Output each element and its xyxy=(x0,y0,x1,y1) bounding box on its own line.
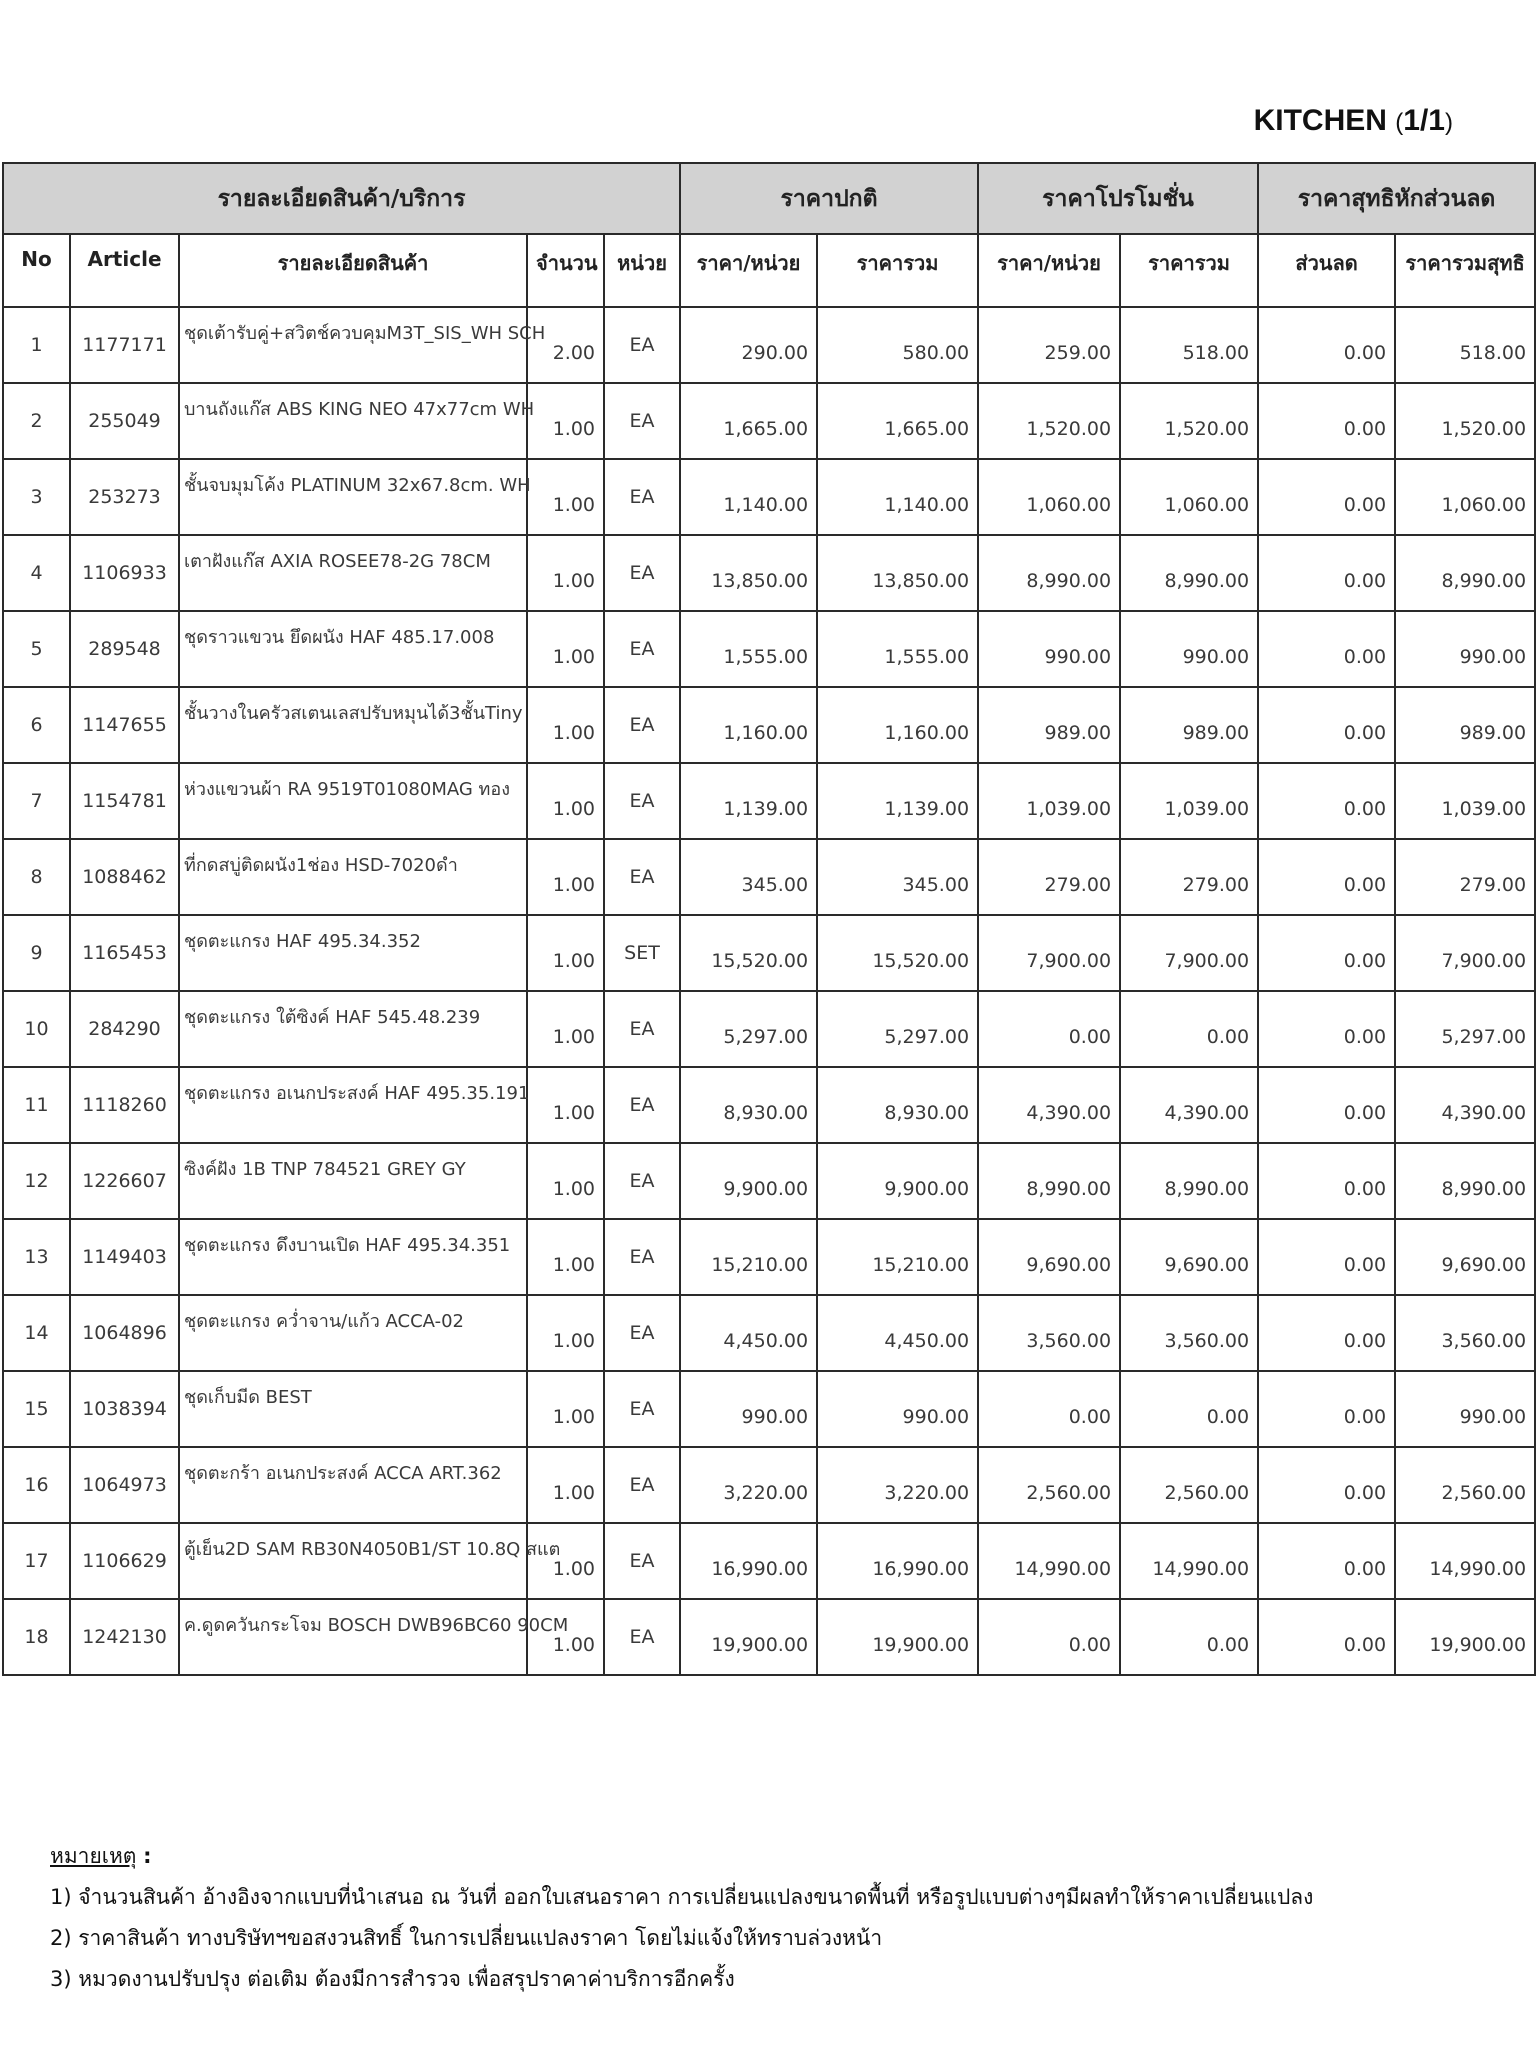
col-regular-unit-price-cell: 4,450.00 xyxy=(680,1295,817,1371)
note-line-2: 2) ราคาสินค้า ทางบริษัทฯขอสงวนสิทธิ์ ในการเปลี่ยนแปลงราคา โดยไม่แจ้งให้ทราบล่วงหน้า xyxy=(50,1926,883,1950)
col-regular-total-cell: 19,900.00 xyxy=(817,1599,978,1675)
col-discount-cell: 0.00 xyxy=(1258,1219,1395,1295)
col-no-cell: 2 xyxy=(3,383,70,459)
col-promo-unit-price-cell: 0.00 xyxy=(978,1599,1120,1675)
col-regular-total-cell: 1,665.00 xyxy=(817,383,978,459)
col-promo-unit-price-cell: 0.00 xyxy=(978,991,1120,1067)
col-quantity-cell: 1.00 xyxy=(527,1371,604,1447)
col-unit-cell: EA xyxy=(604,1219,680,1295)
col-discount-cell: 0.00 xyxy=(1258,1523,1395,1599)
col-discount-cell: 0.00 xyxy=(1258,383,1395,459)
table-row xyxy=(3,1523,1535,1599)
col-unit-cell: EA xyxy=(604,1143,680,1219)
group-header-product: รายละเอียดสินค้า/บริการ xyxy=(3,163,680,234)
col-description-cell: บานถังแก๊ส ABS KING NEO 47x77cm WH xyxy=(179,383,527,459)
col-regular-unit-price-cell: 1,665.00 xyxy=(680,383,817,459)
table-row xyxy=(3,763,1535,839)
col-description-cell: เตาฝังแก๊ส AXIA ROSEE78-2G 78CM xyxy=(179,535,527,611)
col-regular-unit-price-cell: 1,140.00 xyxy=(680,459,817,535)
col-article-cell: 1242130 xyxy=(70,1599,179,1675)
col-promo-unit-price-cell: 9,690.00 xyxy=(978,1219,1120,1295)
col-unit-cell: EA xyxy=(604,611,680,687)
col-no-cell: 15 xyxy=(3,1371,70,1447)
col-article-cell: 289548 xyxy=(70,611,179,687)
notes-colon: : xyxy=(143,1844,152,1868)
col-article-cell: 253273 xyxy=(70,459,179,535)
col-discount-cell: 0.00 xyxy=(1258,763,1395,839)
col-regular-total-cell: 5,297.00 xyxy=(817,991,978,1067)
page-title xyxy=(1254,104,1453,138)
table-body xyxy=(3,307,1535,1675)
table-row xyxy=(3,1371,1535,1447)
col-unit-cell: EA xyxy=(604,1371,680,1447)
title-paren-open: ( xyxy=(1395,109,1404,136)
col-regular-total-cell: 13,850.00 xyxy=(817,535,978,611)
page-indicator: 1/1 xyxy=(1403,104,1445,137)
col-regular-unit-price-cell: 990.00 xyxy=(680,1371,817,1447)
col-discount-cell: 0.00 xyxy=(1258,1143,1395,1219)
table-row xyxy=(3,307,1535,383)
col-description-header: รายละเอียดสินค้า xyxy=(179,234,527,307)
col-promo-unit-price-cell: 0.00 xyxy=(978,1371,1120,1447)
col-promo-unit-price-cell: 259.00 xyxy=(978,307,1120,383)
col-net-total-cell: 990.00 xyxy=(1395,1371,1535,1447)
col-no-cell: 1 xyxy=(3,307,70,383)
col-discount-cell: 0.00 xyxy=(1258,1295,1395,1371)
col-regular-total-cell: 3,220.00 xyxy=(817,1447,978,1523)
col-unit-cell: EA xyxy=(604,763,680,839)
col-quantity-cell: 1.00 xyxy=(527,459,604,535)
col-description-cell: ชุดเต้ารับคู่+สวิตช์ควบคุมM3T_SIS_WH SCH xyxy=(179,307,527,383)
col-promo-total-cell: 14,990.00 xyxy=(1120,1523,1258,1599)
col-description-cell: ชั้นวางในครัวสเตนเลสปรับหมุนได้3ชั้นTiny xyxy=(179,687,527,763)
col-quantity-cell: 2.00 xyxy=(527,307,604,383)
table-row xyxy=(3,991,1535,1067)
col-no-header: No xyxy=(3,234,70,307)
col-no-cell: 18 xyxy=(3,1599,70,1675)
col-discount-cell: 0.00 xyxy=(1258,1067,1395,1143)
col-article-cell: 1088462 xyxy=(70,839,179,915)
col-regular-total-cell: 345.00 xyxy=(817,839,978,915)
col-no-cell: 6 xyxy=(3,687,70,763)
col-article-cell: 1106933 xyxy=(70,535,179,611)
col-quantity-cell: 1.00 xyxy=(527,1523,604,1599)
col-regular-unit-price-cell: 1,160.00 xyxy=(680,687,817,763)
col-regular-unit-price-cell: 1,555.00 xyxy=(680,611,817,687)
group-header-net-price: ราคาสุทธิหักส่วนลด xyxy=(1258,163,1535,234)
col-promo-unit-price-cell: 14,990.00 xyxy=(978,1523,1120,1599)
table-row xyxy=(3,687,1535,763)
table-row xyxy=(3,1447,1535,1523)
col-quantity-cell: 1.00 xyxy=(527,1067,604,1143)
col-article-cell: 1118260 xyxy=(70,1067,179,1143)
col-description-cell: ที่กดสบู่ติดผนัง1ช่อง HSD-7020ดำ xyxy=(179,839,527,915)
col-regular-unit-price-cell: 1,139.00 xyxy=(680,763,817,839)
col-unit-cell: EA xyxy=(604,535,680,611)
col-discount-header: ส่วนลด xyxy=(1258,234,1395,307)
col-quantity-cell: 1.00 xyxy=(527,763,604,839)
notes-heading-line xyxy=(50,1836,1313,1877)
col-description-cell: ชุดตะแกรง ใต้ซิงค์ HAF 545.48.239 xyxy=(179,991,527,1067)
col-promo-total-cell: 990.00 xyxy=(1120,611,1258,687)
col-promo-unit-price-cell: 8,990.00 xyxy=(978,1143,1120,1219)
col-promo-total-cell: 0.00 xyxy=(1120,1371,1258,1447)
col-quantity-cell: 1.00 xyxy=(527,839,604,915)
col-quantity-cell: 1.00 xyxy=(527,991,604,1067)
col-description-cell: ชุดเก็บมีด BEST xyxy=(179,1371,527,1447)
col-unit-header: หน่วย xyxy=(604,234,680,307)
col-net-total-cell: 279.00 xyxy=(1395,839,1535,915)
col-quantity-cell: 1.00 xyxy=(527,915,604,991)
col-net-total-header: ราคารวมสุทธิ xyxy=(1395,234,1535,307)
col-regular-unit-price-cell: 16,990.00 xyxy=(680,1523,817,1599)
col-quantity-header: จำนวน xyxy=(527,234,604,307)
col-description-cell: ชุดตะแกรง อเนกประสงค์ HAF 495.35.191 xyxy=(179,1067,527,1143)
col-article-cell: 1149403 xyxy=(70,1219,179,1295)
col-quantity-cell: 1.00 xyxy=(527,687,604,763)
col-regular-unit-price-cell: 15,210.00 xyxy=(680,1219,817,1295)
col-regular-unit-price-cell: 345.00 xyxy=(680,839,817,915)
col-unit-cell: EA xyxy=(604,839,680,915)
col-article-cell: 255049 xyxy=(70,383,179,459)
col-no-cell: 10 xyxy=(3,991,70,1067)
col-description-cell: ชั้นจบมุมโค้ง PLATINUM 32x67.8cm. WH xyxy=(179,459,527,535)
col-promo-unit-price-cell: 1,039.00 xyxy=(978,763,1120,839)
col-promo-total-cell: 4,390.00 xyxy=(1120,1067,1258,1143)
col-quantity-cell: 1.00 xyxy=(527,383,604,459)
col-net-total-cell: 4,390.00 xyxy=(1395,1067,1535,1143)
col-description-cell: ซิงค์ฝัง 1B TNP 784521 GREY GY xyxy=(179,1143,527,1219)
col-regular-unit-price-cell: 9,900.00 xyxy=(680,1143,817,1219)
col-promo-unit-price-cell: 8,990.00 xyxy=(978,535,1120,611)
col-no-cell: 9 xyxy=(3,915,70,991)
col-discount-cell: 0.00 xyxy=(1258,1371,1395,1447)
note-line-3: 3) หมวดงานปรับปรุง ต่อเติม ต้องมีการสำรวจ เพื่อสรุปราคาค่าบริการอีกครั้ง xyxy=(50,1967,735,1991)
col-article-cell: 1106629 xyxy=(70,1523,179,1599)
col-no-cell: 5 xyxy=(3,611,70,687)
col-promo-unit-price-cell: 1,060.00 xyxy=(978,459,1120,535)
table-row xyxy=(3,1295,1535,1371)
col-unit-cell: EA xyxy=(604,307,680,383)
notes-heading: หมายเหตุ xyxy=(50,1844,137,1868)
col-regular-unit-price-cell: 15,520.00 xyxy=(680,915,817,991)
notes-section xyxy=(50,1836,1313,2000)
col-article-header: Article xyxy=(70,234,179,307)
col-article-cell: 1226607 xyxy=(70,1143,179,1219)
col-unit-cell: EA xyxy=(604,1599,680,1675)
table-row xyxy=(3,459,1535,535)
col-discount-cell: 0.00 xyxy=(1258,611,1395,687)
col-no-cell: 3 xyxy=(3,459,70,535)
col-discount-cell: 0.00 xyxy=(1258,1599,1395,1675)
col-net-total-cell: 7,900.00 xyxy=(1395,915,1535,991)
col-regular-total-cell: 1,555.00 xyxy=(817,611,978,687)
col-quantity-cell: 1.00 xyxy=(527,1219,604,1295)
col-promo-unit-price-cell: 279.00 xyxy=(978,839,1120,915)
col-regular-total-cell: 8,930.00 xyxy=(817,1067,978,1143)
col-description-cell: ค.ดูดควันกระโจม BOSCH DWB96BC60 90CM xyxy=(179,1599,527,1675)
col-promo-unit-price-cell: 1,520.00 xyxy=(978,383,1120,459)
col-discount-cell: 0.00 xyxy=(1258,1447,1395,1523)
col-regular-total-cell: 1,139.00 xyxy=(817,763,978,839)
col-net-total-cell: 3,560.00 xyxy=(1395,1295,1535,1371)
col-net-total-cell: 14,990.00 xyxy=(1395,1523,1535,1599)
col-unit-cell: EA xyxy=(604,687,680,763)
quotation-table xyxy=(2,162,1536,1676)
title-text: KITCHEN xyxy=(1253,104,1387,137)
col-promo-unit-price-cell: 7,900.00 xyxy=(978,915,1120,991)
col-no-cell: 12 xyxy=(3,1143,70,1219)
col-net-total-cell: 8,990.00 xyxy=(1395,535,1535,611)
col-regular-unit-price-cell: 290.00 xyxy=(680,307,817,383)
col-net-total-cell: 1,060.00 xyxy=(1395,459,1535,535)
col-discount-cell: 0.00 xyxy=(1258,991,1395,1067)
col-promo-unit-price-cell: 989.00 xyxy=(978,687,1120,763)
col-regular-total-cell: 990.00 xyxy=(817,1371,978,1447)
col-promo-total-cell: 7,900.00 xyxy=(1120,915,1258,991)
col-promo-total-header: ราคารวม xyxy=(1120,234,1258,307)
col-regular-total-cell: 1,160.00 xyxy=(817,687,978,763)
col-regular-unit-price-cell: 13,850.00 xyxy=(680,535,817,611)
table-row xyxy=(3,535,1535,611)
col-net-total-cell: 8,990.00 xyxy=(1395,1143,1535,1219)
col-promo-total-cell: 9,690.00 xyxy=(1120,1219,1258,1295)
col-promo-unit-price-cell: 2,560.00 xyxy=(978,1447,1120,1523)
col-regular-unit-price-cell: 3,220.00 xyxy=(680,1447,817,1523)
col-description-cell: ชุดตะกร้า อเนกประสงค์ ACCA ART.362 xyxy=(179,1447,527,1523)
col-promo-unit-price-header: ราคา/หน่วย xyxy=(978,234,1120,307)
col-promo-total-cell: 8,990.00 xyxy=(1120,535,1258,611)
col-net-total-cell: 1,039.00 xyxy=(1395,763,1535,839)
col-regular-unit-price-cell: 19,900.00 xyxy=(680,1599,817,1675)
col-unit-cell: EA xyxy=(604,1067,680,1143)
col-no-cell: 11 xyxy=(3,1067,70,1143)
col-description-cell: ห่วงแขวนผ้า RA 9519T01080MAG ทอง xyxy=(179,763,527,839)
col-regular-total-cell: 580.00 xyxy=(817,307,978,383)
col-quantity-cell: 1.00 xyxy=(527,1599,604,1675)
col-regular-unit-price-cell: 5,297.00 xyxy=(680,991,817,1067)
col-article-cell: 1147655 xyxy=(70,687,179,763)
col-promo-total-cell: 1,520.00 xyxy=(1120,383,1258,459)
col-description-cell: ชุดตะแกรง คว่ำจาน/แก้ว ACCA-02 xyxy=(179,1295,527,1371)
col-quantity-cell: 1.00 xyxy=(527,535,604,611)
col-quantity-cell: 1.00 xyxy=(527,1143,604,1219)
col-no-cell: 14 xyxy=(3,1295,70,1371)
table-row xyxy=(3,1143,1535,1219)
col-regular-total-cell: 1,140.00 xyxy=(817,459,978,535)
col-unit-cell: EA xyxy=(604,1295,680,1371)
col-promo-unit-price-cell: 4,390.00 xyxy=(978,1067,1120,1143)
col-regular-total-cell: 16,990.00 xyxy=(817,1523,978,1599)
col-promo-total-cell: 0.00 xyxy=(1120,991,1258,1067)
col-promo-total-cell: 279.00 xyxy=(1120,839,1258,915)
col-no-cell: 8 xyxy=(3,839,70,915)
col-article-cell: 1154781 xyxy=(70,763,179,839)
col-promo-total-cell: 2,560.00 xyxy=(1120,1447,1258,1523)
col-promo-unit-price-cell: 990.00 xyxy=(978,611,1120,687)
col-net-total-cell: 518.00 xyxy=(1395,307,1535,383)
col-article-cell: 1064896 xyxy=(70,1295,179,1371)
col-promo-total-cell: 3,560.00 xyxy=(1120,1295,1258,1371)
col-unit-cell: EA xyxy=(604,1523,680,1599)
col-article-cell: 1165453 xyxy=(70,915,179,991)
col-no-cell: 4 xyxy=(3,535,70,611)
col-no-cell: 7 xyxy=(3,763,70,839)
col-regular-total-cell: 15,210.00 xyxy=(817,1219,978,1295)
table-row xyxy=(3,915,1535,991)
col-quantity-cell: 1.00 xyxy=(527,611,604,687)
col-net-total-cell: 9,690.00 xyxy=(1395,1219,1535,1295)
col-unit-cell: EA xyxy=(604,383,680,459)
col-promo-total-cell: 989.00 xyxy=(1120,687,1258,763)
table-row xyxy=(3,611,1535,687)
col-net-total-cell: 2,560.00 xyxy=(1395,1447,1535,1523)
col-discount-cell: 0.00 xyxy=(1258,307,1395,383)
col-net-total-cell: 989.00 xyxy=(1395,687,1535,763)
col-regular-unit-price-header: ราคา/หน่วย xyxy=(680,234,817,307)
column-header-row xyxy=(3,234,1535,307)
col-unit-cell: EA xyxy=(604,991,680,1067)
col-unit-cell: EA xyxy=(604,459,680,535)
col-description-cell: ชุดตะแกรง HAF 495.34.352 xyxy=(179,915,527,991)
col-article-cell: 1177171 xyxy=(70,307,179,383)
col-promo-total-cell: 8,990.00 xyxy=(1120,1143,1258,1219)
col-regular-total-cell: 9,900.00 xyxy=(817,1143,978,1219)
col-no-cell: 16 xyxy=(3,1447,70,1523)
col-net-total-cell: 5,297.00 xyxy=(1395,991,1535,1067)
col-discount-cell: 0.00 xyxy=(1258,459,1395,535)
col-discount-cell: 0.00 xyxy=(1258,535,1395,611)
col-regular-total-cell: 15,520.00 xyxy=(817,915,978,991)
col-article-cell: 284290 xyxy=(70,991,179,1067)
col-net-total-cell: 990.00 xyxy=(1395,611,1535,687)
table-row xyxy=(3,1067,1535,1143)
col-promo-total-cell: 1,060.00 xyxy=(1120,459,1258,535)
table-row xyxy=(3,839,1535,915)
title-paren-close: ) xyxy=(1445,109,1453,136)
note-line-1: 1) จำนวนสินค้า อ้างอิงจากแบบที่นำเสนอ ณ วันที่ ออกใบเสนอราคา การเปลี่ยนแปลงขนาดพื้นที่ หรือรูปแบบต่างๆมีผลทำให้ราคาเปลี่ยนแปลง xyxy=(50,1885,1314,1909)
table-row xyxy=(3,1599,1535,1675)
col-discount-cell: 0.00 xyxy=(1258,687,1395,763)
col-description-cell: ชุดราวแขวน ยึดผนัง HAF 485.17.008 xyxy=(179,611,527,687)
col-regular-total-cell: 4,450.00 xyxy=(817,1295,978,1371)
col-no-cell: 13 xyxy=(3,1219,70,1295)
col-article-cell: 1038394 xyxy=(70,1371,179,1447)
col-article-cell: 1064973 xyxy=(70,1447,179,1523)
col-unit-cell: SET xyxy=(604,915,680,991)
col-quantity-cell: 1.00 xyxy=(527,1447,604,1523)
col-quantity-cell: 1.00 xyxy=(527,1295,604,1371)
col-regular-total-header: ราคารวม xyxy=(817,234,978,307)
col-discount-cell: 0.00 xyxy=(1258,839,1395,915)
group-header-promo-price: ราคาโปรโมชั่น xyxy=(978,163,1258,234)
col-promo-total-cell: 518.00 xyxy=(1120,307,1258,383)
col-promo-unit-price-cell: 3,560.00 xyxy=(978,1295,1120,1371)
col-promo-total-cell: 0.00 xyxy=(1120,1599,1258,1675)
table-row xyxy=(3,1219,1535,1295)
col-no-cell: 17 xyxy=(3,1523,70,1599)
col-unit-cell: EA xyxy=(604,1447,680,1523)
col-description-cell: ชุดตะแกรง ดึงบานเปิด HAF 495.34.351 xyxy=(179,1219,527,1295)
col-net-total-cell: 19,900.00 xyxy=(1395,1599,1535,1675)
col-description-cell: ตู้เย็น2D SAM RB30N4050B1/ST 10.8Q สแต xyxy=(179,1523,527,1599)
col-regular-unit-price-cell: 8,930.00 xyxy=(680,1067,817,1143)
table-row xyxy=(3,383,1535,459)
group-header-row xyxy=(3,163,1535,234)
group-header-regular-price: ราคาปกติ xyxy=(680,163,978,234)
col-discount-cell: 0.00 xyxy=(1258,915,1395,991)
col-net-total-cell: 1,520.00 xyxy=(1395,383,1535,459)
col-promo-total-cell: 1,039.00 xyxy=(1120,763,1258,839)
